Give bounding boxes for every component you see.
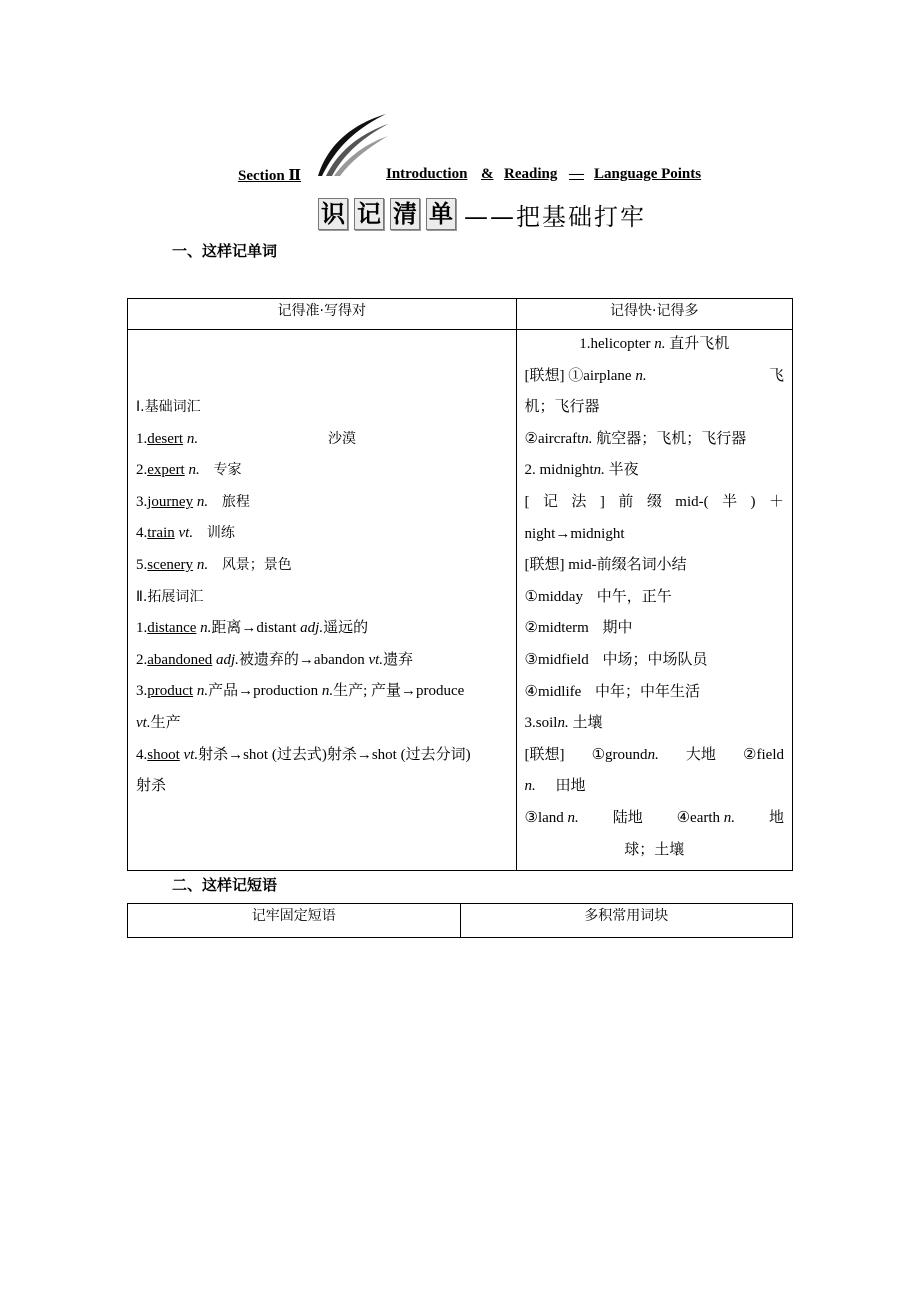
item-pos: n. (196, 493, 209, 510)
item-meaning: 遥远的 (323, 620, 369, 637)
section-number: Section Ⅱ (238, 168, 302, 184)
item-meaning: 训练 (206, 525, 235, 542)
association-tag: [联想] (524, 367, 565, 384)
extended-vocab-item (128, 677, 516, 709)
memory-word: ①midday (524, 588, 583, 605)
memory-word: ③midfield (524, 651, 589, 668)
basic-vocab-item (128, 425, 516, 457)
title-ampersand: & (481, 166, 494, 182)
item-pos: n. (200, 620, 212, 637)
mnemonic-char: 记 (542, 493, 558, 510)
vocab-col1-header: 记得准·写得对 (128, 299, 517, 330)
memory-pos: n. (635, 367, 647, 384)
memory-line (517, 330, 793, 362)
section-title (0, 166, 920, 188)
mnemonic-char: 前 (618, 493, 634, 510)
item-meaning: 生产 (150, 714, 181, 731)
item-meaning: 专家 (213, 462, 242, 479)
item-word: abandoned (147, 651, 213, 668)
item-num: 1. (136, 430, 148, 447)
memory-meaning: 中年；中年生活 (595, 683, 701, 700)
item-num: 2. (136, 462, 148, 479)
memory-pos: n. (647, 746, 659, 763)
item-num: 2. (136, 651, 148, 668)
heading-boxed-char: 单 (426, 198, 456, 230)
association-tag: [联想] (524, 557, 565, 574)
memory-pos: n. (593, 462, 605, 479)
item-pos: n. (196, 556, 209, 573)
memory-pos: n. (581, 430, 593, 447)
phrase-table (127, 903, 793, 938)
memory-line (517, 583, 793, 615)
mnemonic-plus: ＋ (768, 493, 784, 510)
item-num: 1. (136, 620, 148, 637)
memory-word: ②midterm (524, 620, 589, 637)
memory-meaning: 飞 (768, 367, 784, 384)
phrase-col2-header: 多积常用词块 (460, 904, 793, 938)
extended-vocab-item-continued (128, 772, 516, 804)
memory-line (517, 646, 793, 678)
item-word: scenery (147, 556, 194, 573)
memory-line (517, 456, 793, 488)
mnemonic-char: 半 (722, 493, 738, 510)
item-num: 4. (136, 525, 148, 542)
item-derivation: 距离→distant (211, 620, 297, 637)
item-word: desert (147, 430, 184, 447)
memory-word: ①ground (591, 746, 648, 763)
vocab-table (127, 298, 793, 871)
memory-line (517, 678, 793, 710)
item-num: 3. (136, 493, 148, 510)
mnemonic-char: 缀 (646, 493, 662, 510)
item-word: train (147, 525, 175, 542)
heading-boxed-char: 记 (354, 198, 384, 230)
memory-meaning: 田地 (555, 778, 586, 795)
memory-line (517, 614, 793, 646)
item-meaning: 射杀 (136, 778, 167, 795)
memory-word: 1.helicopter (579, 336, 651, 352)
extended-vocab-item (128, 614, 516, 646)
memory-word: ②aircraft (524, 430, 582, 447)
memory-line (517, 488, 793, 520)
memory-meaning: 中场；中场队员 (602, 651, 708, 668)
item-pos: vt. (183, 746, 199, 763)
memory-pos: n. (524, 778, 536, 795)
memory-line: 机；飞行器 (524, 399, 600, 416)
mnemonic-bracket: ) (750, 493, 756, 510)
item-word: shoot (147, 746, 180, 763)
mnemonic-bracket: ] (599, 493, 605, 510)
extended-vocab-item (128, 741, 516, 773)
memory-meaning: 土壤 (572, 715, 603, 732)
extended-vocab-item-continued (128, 709, 516, 741)
extended-vocab-item (128, 646, 516, 678)
item-word: distance (147, 620, 197, 637)
basic-vocab-item (128, 551, 516, 583)
basic-vocab-item (128, 488, 516, 520)
vocab-left-cell (128, 330, 517, 871)
memory-line (517, 551, 793, 583)
memory-meaning: mid-前缀名词小结 (568, 557, 687, 574)
item-pos: adj. (215, 651, 239, 668)
memory-line (517, 741, 793, 773)
memory-meaning: 中午，正午 (596, 588, 672, 605)
mnemonic-prefix: mid-( (675, 493, 709, 510)
basic-vocab-item (128, 519, 516, 551)
memory-word: ①airplane (568, 367, 632, 384)
title-reading: Reading (504, 166, 558, 182)
memory-meaning: 航空器；飞机；飞行器 (596, 430, 747, 447)
memory-meaning: 陆地 (612, 809, 643, 826)
item-pos: n. (188, 462, 200, 479)
item-meaning: 生产; 产量→produce (333, 683, 465, 700)
association-tag: [联想] (524, 746, 565, 763)
memory-word: ③land (524, 809, 564, 826)
extended-vocab-title: Ⅱ.拓展词汇 (136, 588, 204, 605)
memory-word: ④midlife (524, 683, 582, 700)
vocab-col2-header: 记得快·记得多 (516, 299, 793, 330)
memory-word: 3.soil (524, 715, 558, 732)
memory-line (517, 709, 793, 741)
item-pos: n. (321, 683, 334, 700)
mnemonic-char: 法 (571, 493, 587, 510)
item-pos: adj. (300, 620, 324, 637)
mnemonic-bracket: [ (524, 493, 530, 510)
memory-meaning: 直升飞机 (669, 336, 730, 352)
item-pos: n. (186, 430, 199, 447)
item-word: journey (147, 493, 194, 510)
item-pos: vt. (368, 651, 384, 668)
page-heading (318, 196, 646, 232)
memory-line (517, 804, 793, 836)
memory-meaning: 半夜 (608, 462, 639, 479)
item-num: 3. (136, 683, 148, 700)
section-phrases-label: 二、这样记短语 (172, 876, 278, 894)
title-introduction: Introduction (386, 166, 468, 182)
item-derivation: 射杀→shot (过去式)射杀→shot (过去分词) (198, 746, 471, 763)
memory-line: 球；土壤 (624, 841, 685, 858)
item-pos: vt. (136, 714, 151, 731)
basic-vocab-item (128, 456, 516, 488)
memory-line (517, 362, 793, 394)
memory-line (517, 772, 793, 804)
item-pos: vt. (178, 525, 194, 542)
item-num: 5. (136, 556, 148, 573)
memory-line: night→midnight (524, 525, 625, 542)
section-words-label: 一、这样记单词 (172, 242, 278, 260)
item-pos: n. (196, 683, 209, 700)
heading-boxed-char: 识 (318, 198, 348, 230)
item-word: product (147, 683, 194, 700)
title-language-points: Language Points (594, 166, 702, 182)
heading-boxed-char: 清 (390, 198, 420, 230)
item-word: expert (147, 462, 185, 479)
memory-pos: n. (723, 809, 736, 826)
vocab-right-cell (516, 330, 793, 871)
heading-subtitle: ——把基础打牢 (464, 202, 646, 231)
item-meaning: 遗弃 (383, 651, 414, 668)
memory-meaning: 期中 (602, 620, 633, 637)
item-num: 4. (136, 746, 148, 763)
memory-word: ②field (743, 746, 784, 763)
memory-meaning: 地 (768, 809, 784, 826)
memory-pos: n. (567, 809, 579, 826)
item-derivation: 被遗弃的→abandon (238, 651, 365, 668)
item-derivation: 产品→production (208, 683, 319, 700)
memory-pos: n. (557, 715, 569, 732)
basic-vocab-title: Ⅰ.基础词汇 (136, 399, 201, 415)
memory-pos: n. (654, 336, 666, 352)
memory-meaning: 大地 (685, 746, 716, 763)
memory-line (517, 425, 793, 457)
title-dash: — (569, 166, 584, 182)
memory-word: ④earth (676, 809, 721, 826)
item-meaning: 风景；景色 (221, 556, 292, 573)
item-meaning: 旅程 (221, 493, 250, 510)
phrase-col1-header: 记牢固定短语 (128, 904, 461, 938)
memory-word: 2. midnight (524, 462, 594, 479)
item-meaning: 沙漠 (328, 430, 356, 447)
